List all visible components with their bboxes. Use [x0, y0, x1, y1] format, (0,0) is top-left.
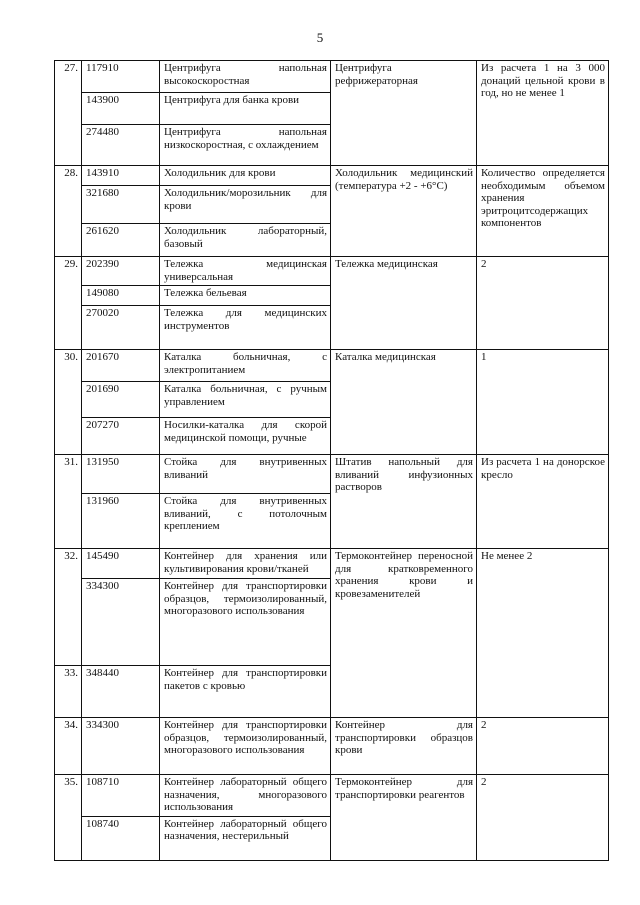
equipment-code: 207270: [82, 418, 160, 455]
equipment-code: 149080: [82, 286, 160, 306]
table-row: [55, 549, 609, 579]
equipment-name: Каталка больничная, с электропитанием: [160, 350, 331, 382]
equipment-name: Контейнер для транспортировки образцов, термоизолированный, многоразового использования: [160, 579, 331, 666]
table-row: [55, 350, 609, 382]
equipment-code: 274480: [82, 125, 160, 166]
equipment-name: Центрифуга для банка крови: [160, 93, 331, 125]
equipment-code: 202390: [82, 257, 160, 286]
equipment-code: 145490: [82, 549, 160, 579]
equipment-name: Носилки-каталка для скорой медицинской помощи, ручные: [160, 418, 331, 455]
equipment-code: 143900: [82, 93, 160, 125]
equipment-quantity: 2: [477, 718, 609, 775]
row-number: 34.: [55, 718, 82, 775]
equipment-name: Тележка бельевая: [160, 286, 331, 306]
equipment-quantity: Количество определяется необходимым объемом хранения эритроцитсодержащих компонентов: [477, 166, 609, 257]
equipment-name: Контейнер для транспортировки образцов, термоизолированный, многоразового использования: [160, 718, 331, 775]
row-number: 35.: [55, 775, 82, 861]
equipment-name: Холодильник/морозильник для крови: [160, 186, 331, 224]
equipment-code: 334300: [82, 579, 160, 666]
equipment-quantity: 2: [477, 775, 609, 861]
equipment-quantity: Из расчета 1 на 3 000 донаций цельной крови в год, но не менее 1: [477, 61, 609, 166]
equipment-type: Центрифуга рефрижераторная: [331, 61, 477, 166]
equipment-type: Каталка медицинская: [331, 350, 477, 455]
row-number: 31.: [55, 455, 82, 549]
row-number: 30.: [55, 350, 82, 455]
equipment-code: 348440: [82, 666, 160, 718]
equipment-name: Тележка для медицинских инструментов: [160, 306, 331, 350]
equipment-quantity: Не менее 2: [477, 549, 609, 718]
row-number: 27.: [55, 61, 82, 166]
equipment-name: Контейнер лабораторный общего назначения, нестерильный: [160, 816, 331, 860]
row-number: 28.: [55, 166, 82, 257]
equipment-name: Холодильник для крови: [160, 166, 331, 186]
equipment-name: Контейнер лабораторный общего назначения, многоразового использования: [160, 775, 331, 817]
table-row: [55, 718, 609, 775]
equipment-type: Штатив напольный для вливаний инфузионных растворов: [331, 455, 477, 549]
equipment-quantity: 1: [477, 350, 609, 455]
equipment-name: Тележка медицинская универсальная: [160, 257, 331, 286]
equipment-code: 201670: [82, 350, 160, 382]
equipment-name: Контейнер для хранения или культивирования крови/тканей: [160, 549, 331, 579]
equipment-code: 270020: [82, 306, 160, 350]
equipment-name: Центрифуга напольная низкоскоростная, с охлаждением: [160, 125, 331, 166]
table-row: [55, 257, 609, 286]
table-row: [55, 455, 609, 494]
equipment-name: Стойка для внутривенных вливаний, с потолочным креплением: [160, 494, 331, 549]
equipment-name: Холодильник лабораторный, базовый: [160, 224, 331, 257]
equipment-type: Тележка медицинская: [331, 257, 477, 350]
equipment-code: 143910: [82, 166, 160, 186]
equipment-code: 334300: [82, 718, 160, 775]
page-number: 5: [316, 30, 324, 45]
equipment-type: Холодильник медицинский (температура +2 - +6°С): [331, 166, 477, 257]
equipment-type: Контейнер для транспортировки образцов крови: [331, 718, 477, 775]
row-number: 33.: [55, 666, 82, 718]
equipment-table: [54, 60, 609, 861]
equipment-name: Каталка больничная, с ручным управлением: [160, 382, 331, 418]
equipment-quantity: Из расчета 1 на донорское кресло: [477, 455, 609, 549]
equipment-code: 131950: [82, 455, 160, 494]
equipment-code: 117910: [82, 61, 160, 93]
equipment-quantity: 2: [477, 257, 609, 350]
equipment-name: Стойка для внутривенных вливаний: [160, 455, 331, 494]
equipment-type: Термоконтейнер переносной для кратковременного хранения крови и кровезаменителей: [331, 549, 477, 718]
equipment-name: Центрифуга напольная высокоскоростная: [160, 61, 331, 93]
equipment-code: 108740: [82, 816, 160, 860]
row-number: 29.: [55, 257, 82, 350]
equipment-code: 201690: [82, 382, 160, 418]
equipment-code: 108710: [82, 775, 160, 817]
equipment-code: 321680: [82, 186, 160, 224]
row-number: 32.: [55, 549, 82, 666]
equipment-code: 261620: [82, 224, 160, 257]
equipment-code: 131960: [82, 494, 160, 549]
table-row: [55, 775, 609, 817]
equipment-name: Контейнер для транспортировки пакетов с кровью: [160, 666, 331, 718]
equipment-type: Термоконтейнер для транспортировки реагентов: [331, 775, 477, 861]
table-row: [55, 61, 609, 93]
table-row: [55, 166, 609, 186]
